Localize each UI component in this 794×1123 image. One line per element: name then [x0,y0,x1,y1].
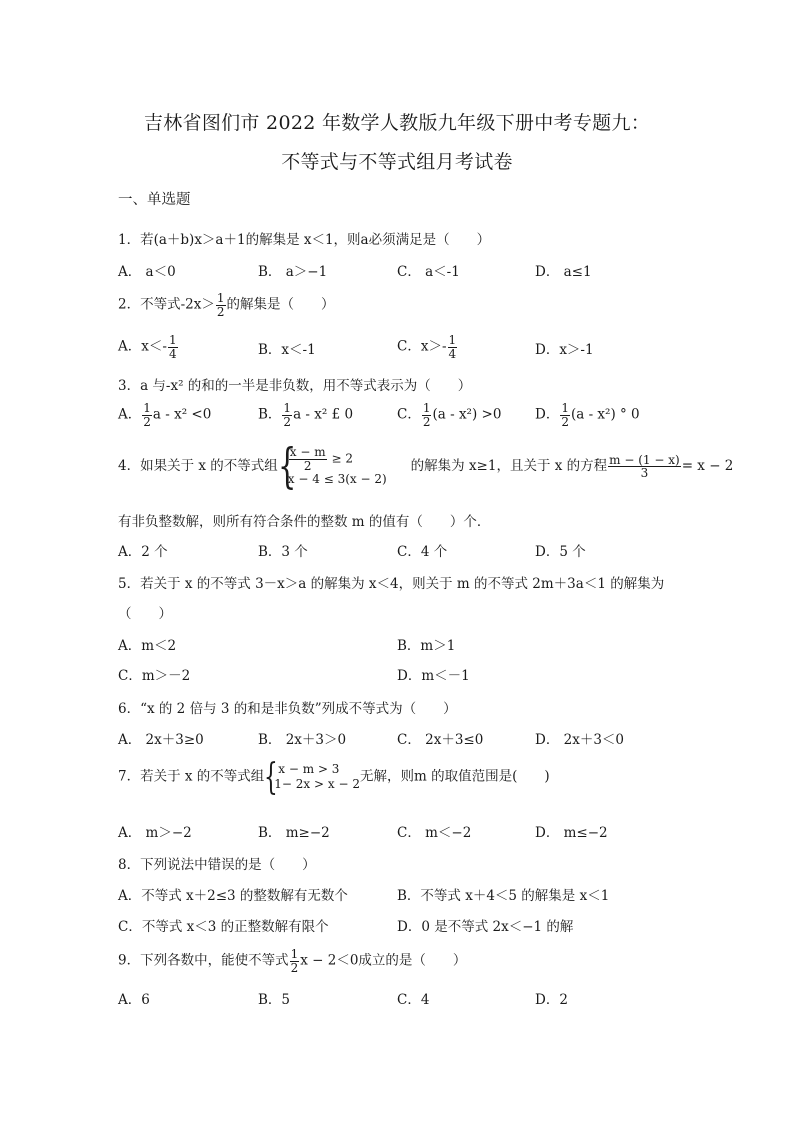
question-8-option-b: B．不等式 x＋4＜5 的解集是 x＜1 [397,888,610,904]
question-8-option-d: D．0 是不等式 2x＜−1 的解 [397,919,574,935]
question-4-option-c: C．4 个 [397,544,448,560]
question-3-option-a: A． $\frac{1}{2}$ a - x² <0 [118,401,212,429]
question-5-option-a: A．m＜2 [118,638,177,654]
question-4-stem-mid: 的解集为 x≥1，且关于 x 的方程 [410,458,608,475]
question-3-option-c: C． $\frac{1}{2}$ (a - x²) >0 [397,401,502,429]
question-6-option-d: D． 2x＋3＜0 [535,732,624,748]
question-9-option-d: D．2 [535,992,568,1008]
question-7-option-c: C． m＜−2 [397,825,472,841]
question-1-option-c: C． a＜-1 [397,264,460,280]
question-6-stem: 6．“x 的 2 倍与 3 的和是非负数”列成不等式为（ ） [118,701,457,717]
inequality-system: { $\frac{x - m}{2}$ ≥ 2 x − 4 ≤ 3(x − 2) [277,438,387,494]
question-9-stem-text: 9．下列各数中，能使不等式 [118,952,289,969]
question-5-option-c: C．m＞－2 [118,668,191,684]
question-4-stem-line-2: 有非负整数解，则所有符合条件的整数 m 的值有（ ）个． [118,514,491,530]
question-8-option-c: C．不等式 x＜3 的正整数解有限个 [118,919,329,935]
question-7-stem-tail: 无解，则m 的取值范围是( ) [359,768,550,785]
page-title-line-1: 吉林省图们市 2022 年数学人教版九年级下册中考专题九： [143,112,651,134]
question-7-option-b: B． m≥−2 [258,825,330,841]
question-8-option-a: A．不等式 x＋2≤3 的整数解有无数个 [118,888,348,904]
equation-fraction: $\frac{m - (1 - x)}{3}$ [609,452,680,481]
question-9-stem [118,948,466,974]
question-4-stem-text: 4．如果关于 x 的不等式组 [118,458,278,475]
question-9-option-a: A．6 [118,992,150,1008]
question-9-option-b: B．5 [258,992,291,1008]
question-4-option-a: A．2 个 [118,544,168,560]
question-2-option-d: D．x＞-1 [535,342,594,358]
section-heading: 一、单选题 [118,192,191,208]
question-2-stem [118,292,335,318]
question-6-option-a: A． 2x＋3≥0 [118,732,204,748]
question-1-option-a: A． a＜0 [118,264,176,280]
question-2-option-a: A．x＜- $\frac{1}{4}$ [118,333,177,361]
question-9-option-c: C．4 [397,992,430,1008]
page-title-line-2: 不等式与不等式组月考试卷 [281,151,513,173]
question-7-stem-text: 7．若关于 x 的不等式组 [118,768,265,785]
question-5-stem-line-2: （ ） [118,606,172,622]
question-3-option-b: B． $\frac{1}{2}$ a - x² £ 0 [258,401,354,429]
question-5-stem-line-1: 5．若关于 x 的不等式 3－x＞a 的解集为 x＜4，则关于 m 的不等式 2m＋3a＜1 的解集为 [118,576,665,592]
question-5-option-b: B．m＞1 [397,638,456,654]
question-4-option-b: B．3 个 [258,544,308,560]
fraction: $\frac{1}{2}$ [290,947,299,975]
question-6-option-c: C． 2x＋3≤0 [397,732,484,748]
question-1-option-b: B． a＞−1 [258,264,328,280]
question-8-stem: 8．下列说法中错误的是（ ） [118,857,316,873]
question-1-stem: 1．若(a＋b)x＞a＋1的解集是 x＜1，则a必须满足是（ ） [118,232,491,248]
inequality-system: { x − m > 3 1− 2x > x − 2 [264,757,360,798]
question-1-option-d: D． a≤1 [535,264,592,280]
question-2-stem-tail: 的解集是（ ） [226,296,335,313]
question-4-stem [118,438,734,494]
fraction: $\frac{1}{2}$ [216,291,225,319]
question-9-stem-tail: x − 2＜0成立的是（ ） [300,952,467,969]
question-5-option-d: D．m＜－1 [397,668,470,684]
question-7-option-a: A． m＞−2 [118,825,192,841]
question-6-option-b: B． 2x＋3＞0 [258,732,347,748]
question-2-option-c: C．x＞- $\frac{1}{4}$ [397,333,457,361]
question-4-option-d: D．5 个 [535,544,586,560]
question-7-option-d: D． m≤−2 [535,825,608,841]
question-2-option-b: B．x＜-1 [258,342,316,358]
question-7-stem [118,757,550,798]
question-3-stem: 3．a 与-x² 的和的一半是非负数，用不等式表示为（ ） [118,378,472,394]
question-3-option-d: D． $\frac{1}{2}$ (a - x²) ° 0 [535,401,640,429]
question-2-stem-text: 2．不等式-2x＞ [118,296,215,313]
equation-rhs: = x − 2 [681,458,734,475]
